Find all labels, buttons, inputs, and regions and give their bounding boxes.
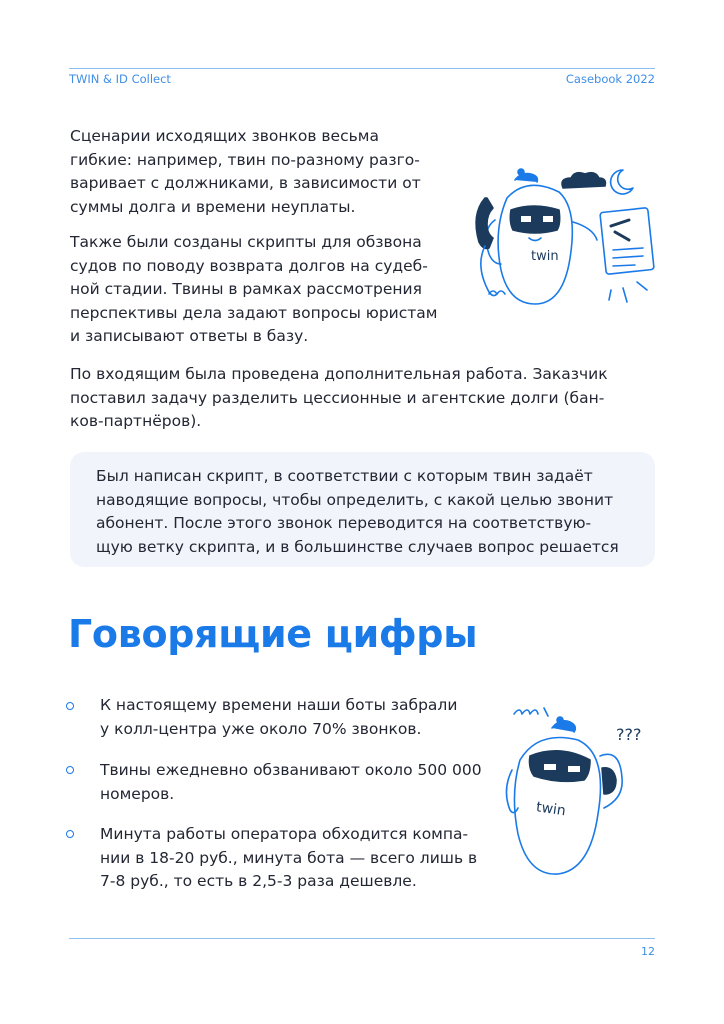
- section-title: Говорящие цифры: [68, 612, 478, 656]
- question-marks-text: ???: [616, 725, 642, 744]
- text-line: поставил задачу разделить цессионные и агентские долги (бан-: [70, 388, 605, 407]
- beret-icon: [552, 721, 575, 732]
- robot-visor: [530, 751, 591, 781]
- highlight-callout: [70, 452, 655, 567]
- text-line: суммы долга и времени неуплаты.: [70, 197, 356, 216]
- cloud-icon: [562, 173, 605, 188]
- text-line: 7-8 руб., то есть в 2,5-3 раза дешевле.: [100, 872, 417, 890]
- bullet-marker: [66, 702, 74, 710]
- page-number: 12: [641, 945, 655, 958]
- text-line: Минута работы оператора обходится компа-: [100, 825, 469, 843]
- moon-icon: [611, 170, 633, 194]
- text-line: Также были созданы скрипты для обзвона: [70, 233, 422, 251]
- document-icon: [600, 208, 654, 275]
- intro-paragraph-3: [70, 363, 608, 434]
- bullet-item: [100, 694, 457, 741]
- text-line: варивает с должниками, в зависимости от: [70, 174, 421, 192]
- robot-body: [498, 185, 572, 304]
- text-line: ков-партнёров).: [70, 412, 202, 430]
- bullet-marker: [66, 830, 74, 838]
- doc-header-right: Casebook 2022: [565, 72, 655, 86]
- intro-paragraph-2: [70, 231, 437, 349]
- robot-label-text: twin: [531, 249, 559, 264]
- text-line: Сценарии исходящих звонков весьма: [70, 127, 379, 145]
- text-line: По входящим была проведена дополнительная работа. Заказчик: [70, 365, 608, 383]
- text-line: нии в 18-20 руб., минута бота — всего лишь в: [100, 848, 478, 867]
- robot-smile: [529, 238, 541, 241]
- text-line: наводящие вопросы, чтобы определить, с какой целью звонит: [96, 490, 614, 509]
- text-line: К настоящему времени наши боты забрали: [100, 696, 458, 714]
- header-rule: [69, 68, 655, 69]
- footer-rule: [69, 938, 655, 939]
- text-line: и записывают ответы в базу.: [70, 327, 309, 345]
- text-line: абонент. После этого звонок переводится на соответствую-: [96, 514, 592, 532]
- callout-text: [96, 465, 644, 559]
- squiggle-icon: [514, 710, 538, 714]
- bullet-item: [100, 759, 482, 806]
- beret-icon: [515, 174, 537, 182]
- text-line: перспективы дела задают вопросы юристам: [70, 303, 438, 322]
- robot-arm-right: [573, 222, 597, 240]
- text-line: номеров.: [100, 784, 175, 803]
- text-line: у колл-центра уже около 70% звонков.: [100, 719, 422, 738]
- robot-headset-illustration: [490, 700, 660, 880]
- bullet-marker: [66, 766, 74, 774]
- text-line: Был написан скрипт, в соответствии с которым твин задаёт: [96, 467, 593, 485]
- bullet-item: [100, 823, 477, 894]
- text-line: гибкие: например, твин по-разному разго-: [70, 150, 420, 169]
- doc-header-left: TWIN & ID Collect: [69, 72, 171, 86]
- text-line: Твины ежедневно обзванивают около 500 000: [100, 761, 482, 779]
- gavel-icon: [611, 220, 629, 240]
- text-line: ной стадии. Твины в рамках рассмотрения: [70, 280, 422, 298]
- text-line: щую ветку скрипта, и в большинстве случаев вопрос решается: [96, 537, 619, 556]
- text-line: судов по поводу возврата долгов на судеб-: [70, 256, 428, 275]
- intro-paragraph-1: [70, 125, 421, 219]
- robot-phone-illustration: [455, 150, 665, 320]
- robot-label-text: twin: [535, 799, 567, 820]
